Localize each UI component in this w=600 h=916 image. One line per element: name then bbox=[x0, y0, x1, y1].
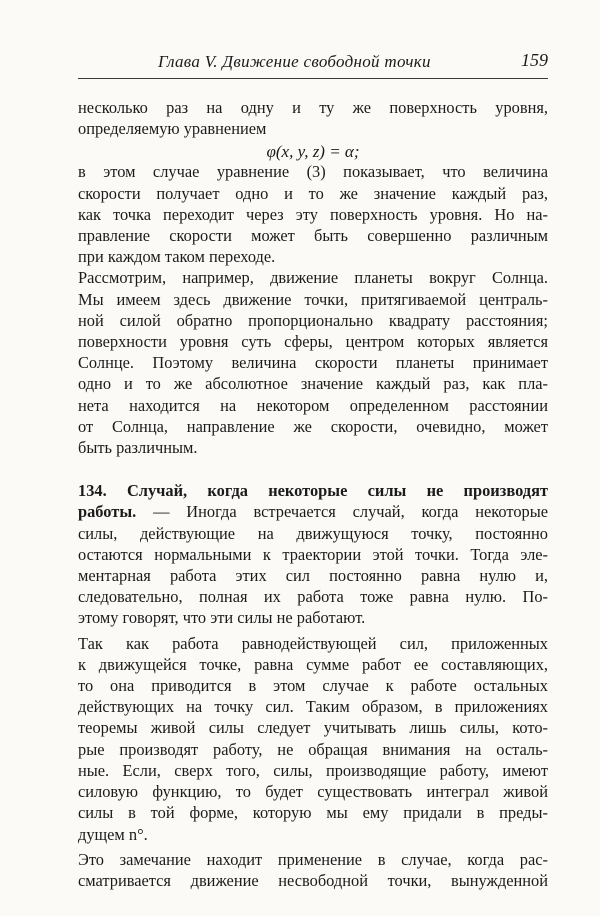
paragraph bbox=[78, 633, 548, 845]
text-line: Мы имеем здесь движение точки, притягиваемой централь- bbox=[78, 289, 548, 309]
text-line: рые производят работу, не обращая внимания на осталь- bbox=[78, 739, 548, 759]
text-line: от Солнца, направление же скорости, очевидно, может bbox=[78, 416, 548, 436]
text-line: поверхности уровня суть сферы, центром которых является bbox=[78, 332, 548, 352]
section-heading: 134. Случай, когда некоторые силы не производят bbox=[78, 481, 548, 501]
text-line: быть различным. bbox=[78, 438, 198, 458]
section-text-start: — Иногда встречается случай, когда некоторые bbox=[136, 502, 548, 522]
running-head bbox=[78, 52, 548, 76]
text-line bbox=[78, 501, 548, 522]
text-line: Солнце. Поэтому величина скорости планеты принимает bbox=[78, 353, 548, 373]
text-line: сматривается движение несвободной точки, вынужденной bbox=[78, 870, 548, 890]
header-rule bbox=[78, 78, 548, 79]
text-line: скорости получает одно и то же значение каждый раз, bbox=[78, 183, 548, 203]
section-134 bbox=[78, 480, 548, 628]
text-line: следовательно, полная их работа тоже равна нулю. По- bbox=[78, 587, 548, 607]
text-line: силы, действующие на движущуюся точку, постоянно bbox=[78, 523, 548, 543]
text-line: силовую функцию, то будет существовать интеграл живой bbox=[78, 782, 548, 802]
text-line: Это замечание находит применение в случае, когда рас- bbox=[78, 849, 548, 869]
text-line: нета находится на некотором определенном расстоянии bbox=[78, 395, 548, 415]
text-line: то она приводится в этом случае к работе остальных bbox=[78, 676, 548, 696]
text-line: дущем n°. bbox=[78, 824, 148, 844]
text-line: ные. Если, сверх того, силы, производящие работу, имеют bbox=[78, 760, 548, 780]
paragraph bbox=[78, 161, 548, 267]
text-line: Рассмотрим, например, движение планеты вокруг Солнца. bbox=[78, 268, 548, 288]
level-surface-equation: φ(x, y, z) = α; bbox=[266, 142, 360, 162]
text-line: теоремы живой силы следует учитывать лишь силы, кото- bbox=[78, 718, 548, 738]
text-line: остаются нормальными к траектории этой точки. Тогда эле- bbox=[78, 544, 548, 564]
paragraph bbox=[78, 849, 548, 891]
page-number: 159 bbox=[521, 50, 548, 70]
text-line: действующих на точку сил. Таким образом, в приложениях bbox=[78, 697, 548, 717]
body-text bbox=[78, 97, 548, 891]
text-line: в этом случае уравнение (3) показывает, что величина bbox=[78, 162, 548, 182]
text-line: как точка переходит через эту поверхность уровня. Но на- bbox=[78, 204, 548, 224]
text-line: правление скорости может быть совершенно различным bbox=[78, 226, 548, 246]
text-line: определяемую уравнением bbox=[78, 119, 267, 139]
text-line: силы в той форме, которую мы ему придали в преды- bbox=[78, 803, 548, 823]
text-line: несколько раз на одну и ту же поверхность уровня, bbox=[78, 98, 548, 117]
text-line: ной силой обратно пропорционально квадрату расстояния; bbox=[78, 310, 548, 330]
text-line: к движущейся точке, равна сумме работ ее составляющих, bbox=[78, 654, 548, 674]
paragraph-continuation bbox=[78, 97, 548, 139]
text-line: при каждом таком переходе. bbox=[78, 247, 276, 267]
text-line: этому говорят, что эти силы не работают. bbox=[78, 608, 366, 628]
section-heading-end: работы. bbox=[78, 502, 137, 522]
paragraph bbox=[78, 267, 548, 458]
text-line: ментарная работа этих сил постоянно равна нулю и, bbox=[78, 566, 548, 586]
text-line: одно и то же абсолютное значение каждый раз, как пла- bbox=[78, 374, 548, 394]
running-title: Глава V. Движение свободной точки bbox=[158, 52, 431, 71]
text-line: Так как работа равнодействующей сил, приложенных bbox=[78, 633, 548, 653]
